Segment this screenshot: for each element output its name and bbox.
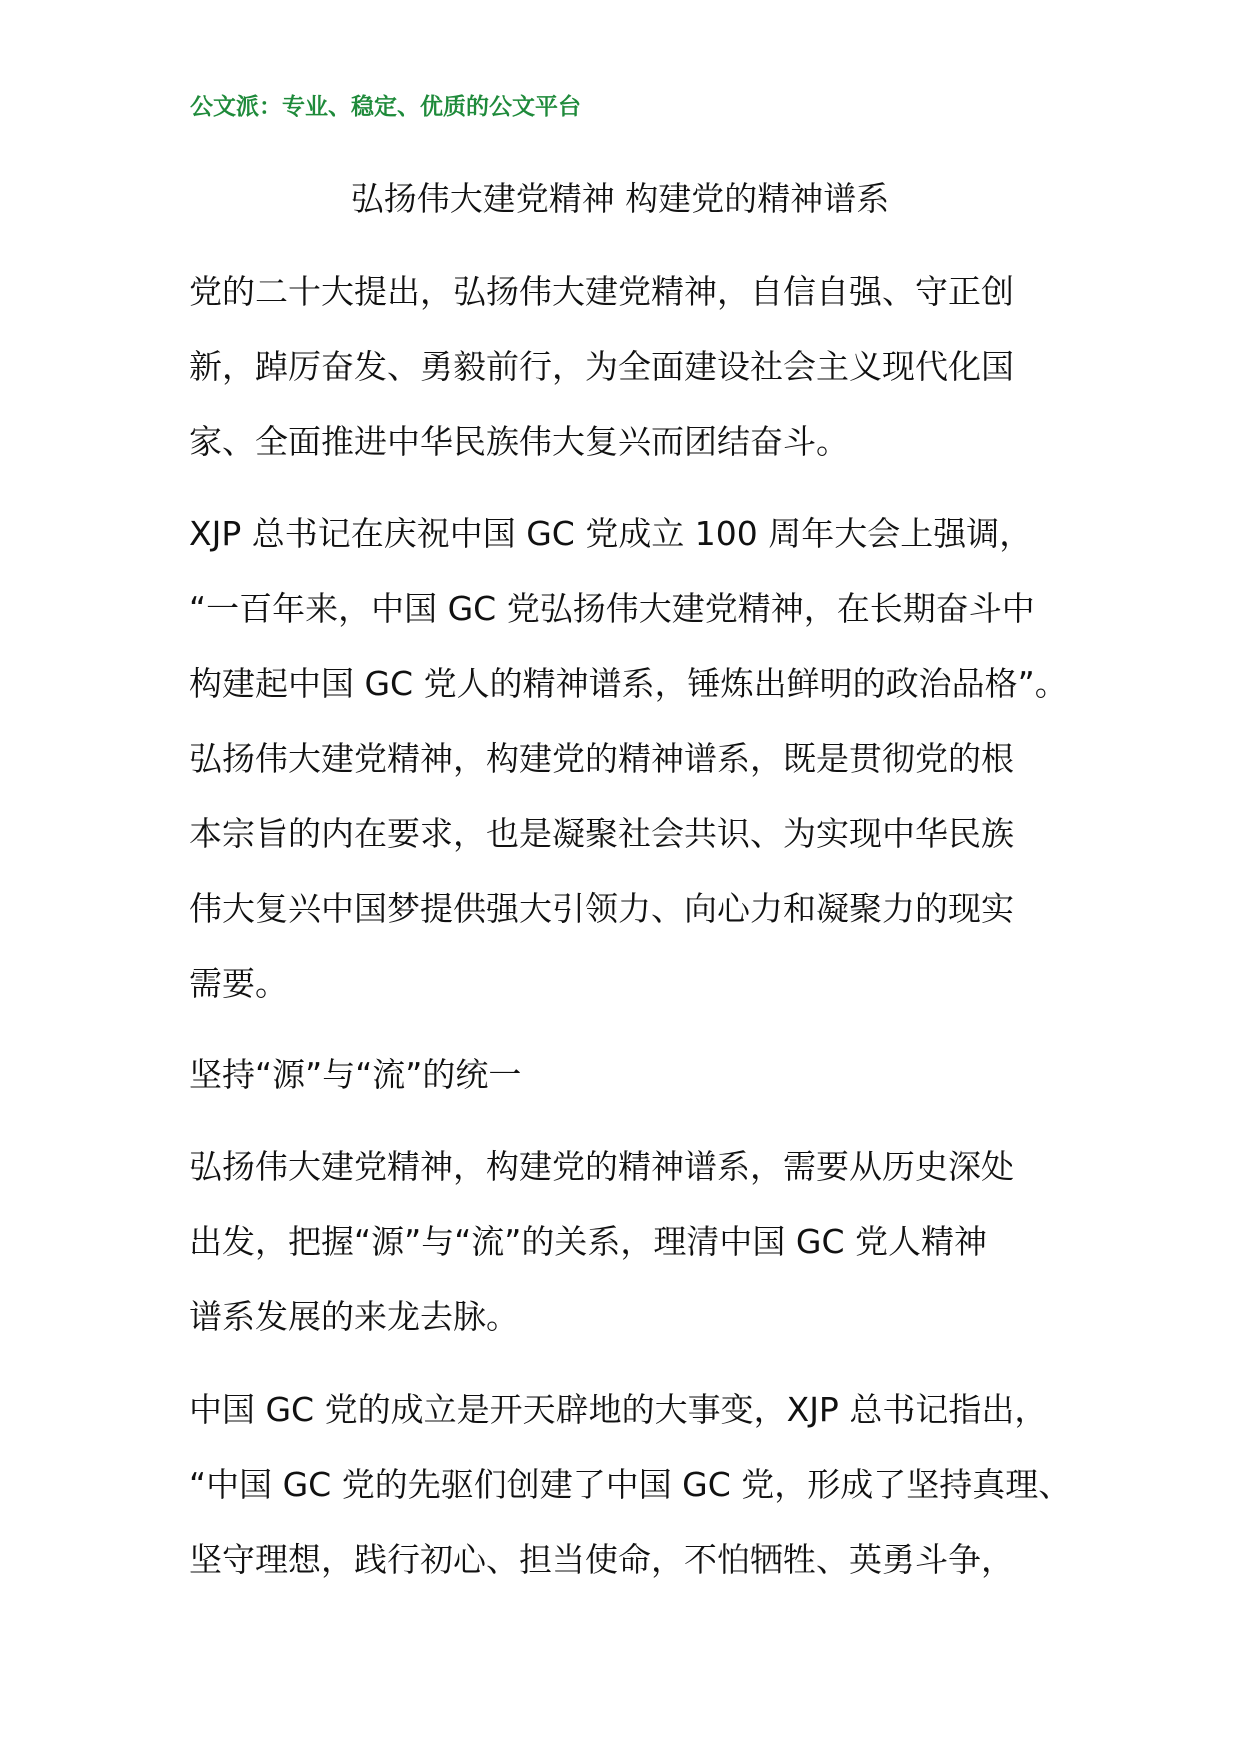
text-line: 党的二十大提出，弘扬伟大建党精神，自信自强、守正创 xyxy=(189,272,1014,311)
text-line: “一百年来，中国 GC 党弘扬伟大建党精神，在长期奋斗中 xyxy=(189,589,1035,628)
paragraph-source-flow xyxy=(189,1129,1089,1354)
text-line: 谱系发展的来龙去脉。 xyxy=(189,1297,519,1336)
paragraph-intro xyxy=(189,254,1089,479)
text-line: 弘扬伟大建党精神，构建党的精神谱系，既是贯彻党的根 xyxy=(189,739,1014,778)
section-heading xyxy=(189,1037,1089,1112)
text-line: 新，踔厉奋发、勇毅前行，为全面建设社会主义现代化国 xyxy=(189,347,1014,386)
text-line: 中国 GC 党的成立是开天辟地的大事变，XJP 总书记指出， xyxy=(189,1390,1048,1429)
section-heading-text: 坚持“源”与“流”的统一 xyxy=(189,1055,522,1094)
paragraph-founding xyxy=(189,1372,1089,1597)
text-line: 家、全面推进中华民族伟大复兴而团结奋斗。 xyxy=(189,422,849,461)
paragraph-quote-speech xyxy=(189,496,1089,1021)
text-line: 伟大复兴中国梦提供强大引领力、向心力和凝聚力的现实 xyxy=(189,889,1014,928)
text-line: 本宗旨的内在要求，也是凝聚社会共识、为实现中华民族 xyxy=(189,814,1014,853)
text-line: 构建起中国 GC 党人的精神谱系，锤炼出鲜明的政治品格”。 xyxy=(189,664,1068,703)
text-line: 弘扬伟大建党精神，构建党的精神谱系，需要从历史深处 xyxy=(189,1147,1014,1186)
text-line: 坚守理想，践行初心、担当使命，不怕牺牲、英勇斗争， xyxy=(189,1540,1014,1579)
header-banner: 公文派：专业、稳定、优质的公文平台 xyxy=(190,94,581,120)
text-line: “中国 GC 党的先驱们创建了中国 GC 党，形成了坚持真理、 xyxy=(189,1465,1072,1504)
text-line: XJP 总书记在庆祝中国 GC 党成立 100 周年大会上强调， xyxy=(189,514,1033,553)
text-line: 出发，把握“源”与“流”的关系，理清中国 GC 党人精神 xyxy=(189,1222,987,1261)
text-line: 需要。 xyxy=(189,964,288,1003)
document-title: 弘扬伟大建党精神 构建党的精神谱系 xyxy=(350,179,890,218)
